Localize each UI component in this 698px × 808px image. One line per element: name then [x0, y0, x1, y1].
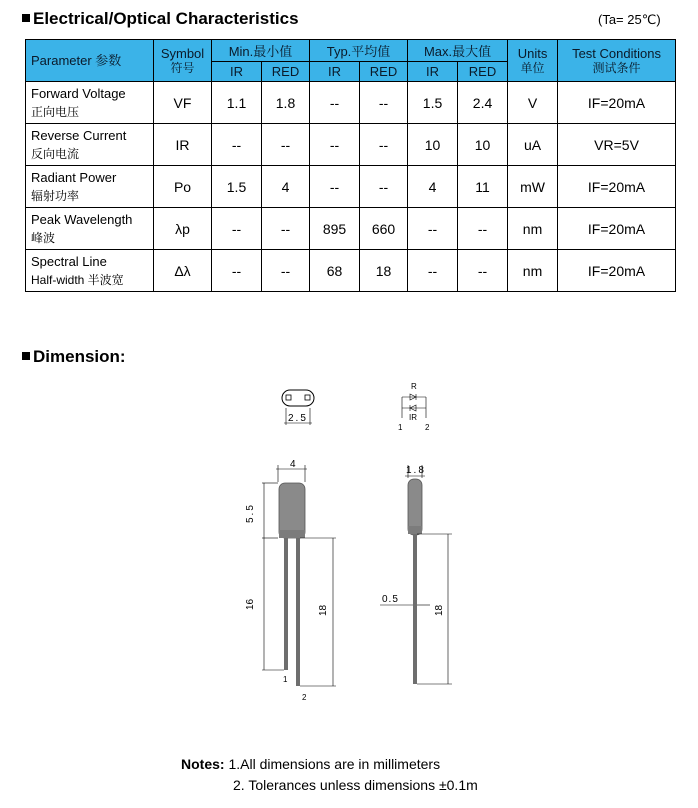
cell-typ-red: -- — [360, 166, 408, 208]
cell-test: VR=5V — [558, 124, 676, 166]
cell-symbol: λp — [154, 208, 212, 250]
cell-max-ir: -- — [408, 208, 458, 250]
cell-max-red: 10 — [458, 124, 508, 166]
param-name-cn: 正向电压 — [31, 104, 80, 119]
header-units: Units 单位 — [508, 40, 558, 82]
cell-symbol: Δλ — [154, 250, 212, 292]
cell-max-red: 11 — [458, 166, 508, 208]
schematic-pin1: 1 — [398, 423, 403, 432]
note-1: 1.All dimensions are in millimeters — [228, 756, 441, 772]
cell-min-red: -- — [262, 250, 310, 292]
cell-units: nm — [508, 208, 558, 250]
cell-units: V — [508, 82, 558, 124]
header-test-conditions: Test Conditions 测试条件 — [558, 40, 676, 82]
param-name-cn: Half-width 半波宽 — [31, 272, 124, 287]
header-max-red: RED — [458, 62, 508, 82]
param-cell — [26, 82, 154, 124]
section-title-electrical — [22, 9, 299, 29]
cell-max-red: -- — [458, 250, 508, 292]
cell-max-red: 2.4 — [458, 82, 508, 124]
notes-label: Notes: — [181, 756, 225, 772]
cell-typ-ir: -- — [310, 82, 360, 124]
dim-lead-long: 18 — [318, 604, 329, 616]
param-name-en: Radiant Power — [31, 169, 117, 185]
cell-typ-red: 18 — [360, 250, 408, 292]
cell-min-ir: -- — [212, 124, 262, 166]
cell-typ-red: -- — [360, 82, 408, 124]
cell-typ-red: -- — [360, 124, 408, 166]
dim-lead-short: 16 — [245, 598, 256, 610]
cell-min-red: 4 — [262, 166, 310, 208]
param-name-en: Peak Wavelength — [31, 211, 133, 227]
cell-symbol: IR — [154, 124, 212, 166]
cell-units: mW — [508, 166, 558, 208]
front-view — [262, 465, 336, 686]
cell-max-ir: 10 — [408, 124, 458, 166]
cell-typ-red: 660 — [360, 208, 408, 250]
header-max-ir: IR — [408, 62, 458, 82]
cell-test: IF=20mA — [558, 250, 676, 292]
cell-min-red: -- — [262, 208, 310, 250]
cell-symbol: Po — [154, 166, 212, 208]
cell-typ-ir: 68 — [310, 250, 360, 292]
note-2: 2. Tolerances unless dimensions ±0.1m — [233, 777, 478, 793]
param-cell — [26, 166, 154, 208]
param-name-cn: 反向电流 — [31, 146, 80, 161]
table-row — [26, 166, 676, 208]
section-title-text: Dimension: — [33, 347, 126, 366]
cell-test: IF=20mA — [558, 208, 676, 250]
cell-min-ir: 1.5 — [212, 166, 262, 208]
square-bullet-icon — [22, 14, 30, 22]
dim-body-height: 5.5 — [245, 503, 256, 523]
param-cell — [26, 250, 154, 292]
cell-min-red: -- — [262, 124, 310, 166]
cell-max-ir: 4 — [408, 166, 458, 208]
cell-test: IF=20mA — [558, 82, 676, 124]
schematic-pin2: 2 — [425, 423, 430, 432]
square-bullet-icon — [22, 352, 30, 360]
cell-symbol: VF — [154, 82, 212, 124]
dim-front-width: 4 — [290, 459, 296, 470]
cell-test: IF=20mA — [558, 166, 676, 208]
cell-min-ir: 1.1 — [212, 82, 262, 124]
schematic-r-label: R — [411, 382, 417, 391]
table-row — [26, 82, 676, 124]
dim-side-length: 18 — [434, 604, 445, 616]
dim-top-width: 2.5 — [288, 413, 308, 424]
top-view — [282, 390, 314, 425]
param-name-en: Spectral Line — [31, 253, 107, 269]
header-min: Min.最小值 — [212, 40, 310, 62]
cell-units: uA — [508, 124, 558, 166]
cell-typ-ir: 895 — [310, 208, 360, 250]
cell-max-red: -- — [458, 208, 508, 250]
header-parameter: Parameter 参数 — [26, 40, 154, 82]
param-cell — [26, 124, 154, 166]
cell-min-red: 1.8 — [262, 82, 310, 124]
table-row — [26, 250, 676, 292]
header-typ-ir: IR — [310, 62, 360, 82]
cell-max-ir: -- — [408, 250, 458, 292]
param-name-cn: 辐射功率 — [31, 188, 80, 203]
header-symbol: Symbol 符号 — [154, 40, 212, 82]
cell-typ-ir: -- — [310, 124, 360, 166]
param-cell — [26, 208, 154, 250]
header-typ-red: RED — [360, 62, 408, 82]
cell-min-ir: -- — [212, 250, 262, 292]
section-title-text: Electrical/Optical Characteristics — [33, 9, 299, 28]
table-row — [26, 208, 676, 250]
param-name-en: Forward Voltage — [31, 85, 126, 101]
header-min-red: RED — [262, 62, 310, 82]
dimension-drawing — [0, 370, 698, 710]
header-min-ir: IR — [212, 62, 262, 82]
notes — [181, 754, 478, 796]
side-view — [380, 465, 452, 684]
front-pin2: 2 — [302, 693, 307, 702]
header-max: Max.最大值 — [408, 40, 508, 62]
dim-lead-diameter: 0.5 — [382, 594, 399, 605]
header-typ: Typ.平均值 — [310, 40, 408, 62]
cell-typ-ir: -- — [310, 166, 360, 208]
cell-max-ir: 1.5 — [408, 82, 458, 124]
cell-units: nm — [508, 250, 558, 292]
param-name-en: Reverse Current — [31, 127, 127, 143]
characteristics-table — [25, 39, 676, 292]
cell-min-ir: -- — [212, 208, 262, 250]
section-title-dimension — [22, 347, 126, 367]
temperature-condition: (Ta= 25℃) — [598, 12, 661, 27]
schematic-ir-label: IR — [409, 413, 417, 422]
param-name-cn: 峰波 — [31, 230, 56, 245]
front-pin1: 1 — [283, 675, 288, 684]
table-row — [26, 124, 676, 166]
dim-side-width: 1.8 — [406, 465, 426, 476]
